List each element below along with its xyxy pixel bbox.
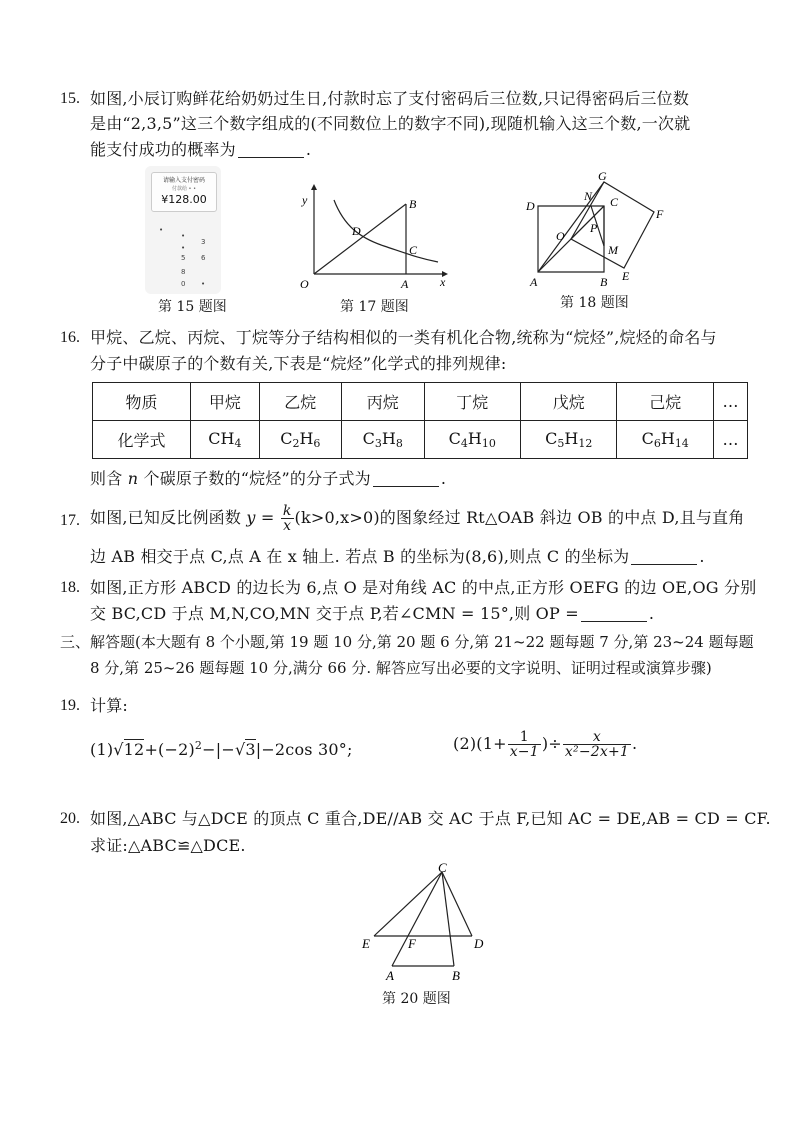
fig15-key: 6 <box>201 254 206 262</box>
q18-line2-text: 交 BC,CD 于点 M,N,CO,MN 交于点 P,若∠CMN = 15°,则 OP = <box>90 604 579 623</box>
formula-h: H <box>660 429 675 448</box>
q17-end: . <box>699 547 705 566</box>
fig17-label-b: B <box>409 197 417 211</box>
answer-blank[interactable] <box>238 141 304 158</box>
q18-end: . <box>648 604 655 623</box>
q16-var-n: n <box>127 469 139 488</box>
fig15-screen-sub: 付款给 • • <box>171 186 197 192</box>
fig18-label-a: A <box>530 275 538 289</box>
formula-h-count: 6 <box>313 437 321 450</box>
fig20-label-a: A <box>386 968 394 983</box>
q17-pre: 如图,已知反比例函数 <box>90 508 242 527</box>
fig20-label-e: E <box>362 936 370 951</box>
q15-line1: 如图,小辰订购鲜花给奶奶过生日,付款时忘了支付密码后三位数,只记得密码后三位数 <box>90 89 690 108</box>
q19-part2 <box>453 724 637 764</box>
q16-line3a: 则含 <box>90 469 123 488</box>
fig18-diagram <box>520 170 672 294</box>
q19-p1-rest3: |−2cos 30°; <box>255 740 353 759</box>
q19-p1-exp: 2 <box>194 739 203 752</box>
formula-c-count: 2 <box>292 437 300 450</box>
fig15-payment-screen <box>151 172 217 212</box>
formula-h-count: 14 <box>674 437 689 450</box>
fig15-key: 5 <box>181 254 186 262</box>
alkane-table <box>92 382 748 459</box>
q15-line3-text: 能支付成功的概率为 <box>90 140 236 159</box>
q19-sqrt12: 12 <box>123 740 145 759</box>
formula-h: H <box>381 429 396 448</box>
fig20-label-d: D <box>474 936 484 951</box>
q19-p2-end: . <box>632 734 638 753</box>
formula-cell <box>520 421 616 459</box>
table-cell: 物质 <box>93 383 191 421</box>
q19-sqrt3: 3 <box>245 740 256 759</box>
formula-c: C <box>448 429 461 448</box>
formula-h: H <box>220 429 235 448</box>
formula-c-count: 5 <box>557 437 565 450</box>
formula-cell <box>259 421 341 459</box>
q16-line1: 甲烷、乙烷、丙烷、丁烷等分子结构相似的一类有机化合物,统称为“烷烃”,烷烃的命名与 <box>90 328 717 347</box>
q20-line1: 如图,△ABC 与△DCE 的顶点 C 重合,DE//AB 交 AC 于点 F,已知 AC = DE,AB = CD = CF. <box>90 809 771 828</box>
fig17-y-arrow <box>311 184 317 190</box>
formula-h-count: 12 <box>578 437 593 450</box>
fig17-label-c: C <box>409 243 418 257</box>
q15-line2: 是由“2,3,5”这三个数字组成的(不同数位上的数字不同),现随机输入这三个数,一次就 <box>90 114 691 133</box>
formula-c: C <box>545 429 558 448</box>
fig18-caption: 第 18 题图 <box>560 295 629 311</box>
q17-func-y: y = <box>246 508 275 527</box>
formula-c: C <box>280 429 293 448</box>
fig17-caption: 第 17 题图 <box>340 299 409 315</box>
alkane-table-formula-row <box>93 421 748 459</box>
q17-frac-num: k <box>282 503 292 519</box>
q18-number: 18. <box>60 579 80 596</box>
answer-blank[interactable] <box>373 470 439 487</box>
fig18-label-e: E <box>622 269 630 283</box>
table-cell: 丁烷 <box>424 383 520 421</box>
sqrt-symbol: √ <box>234 740 246 759</box>
q19-frac1-num: 1 <box>508 730 541 745</box>
formula-h: H <box>467 429 482 448</box>
fig17-label-a: A <box>401 277 409 291</box>
q19-number: 19. <box>60 697 80 714</box>
q16-number: 16. <box>60 329 80 346</box>
q18-line1: 如图,正方形 ABCD 的边长为 6,点 O 是对角线 AC 的中点,正方形 OEFG 的边 OE,OG 分别 <box>90 578 757 597</box>
q16-line3b: 个碳原子数的“烷烃”的分子式为 <box>143 469 371 488</box>
q16-line2: 分子中碳原子的个数有关,下表是“烷烃”化学式的排列规律: <box>90 354 507 373</box>
q15-number: 15. <box>60 90 80 107</box>
formula-cell <box>617 421 713 459</box>
fig15-phone-image <box>145 166 221 294</box>
q19-frac2 <box>563 730 631 759</box>
fig15-caption: 第 15 题图 <box>158 299 227 315</box>
q15-line3 <box>90 139 311 161</box>
fig15-key: • <box>201 280 206 288</box>
fig18-label-d: D <box>526 199 535 213</box>
fig15-screen-title: 请输入支付密码 <box>162 177 205 184</box>
fig17-label-x: x <box>440 275 446 289</box>
fig20 <box>358 862 498 990</box>
q17-frac-den: x <box>283 518 292 534</box>
formula-cell <box>424 421 520 459</box>
q17-fraction <box>281 504 294 533</box>
fig18-label-m: M <box>608 243 618 257</box>
table-cell: 戊烷 <box>520 383 616 421</box>
section3-line1: 三、解答题(本大题有 8 个小题,第 19 题 10 分,第 20 题 6 分,第 21~22 题每题 7 分,第 23~24 题每题 <box>60 633 754 651</box>
q16-line3 <box>90 468 446 490</box>
formula-h-count: 4 <box>234 437 242 450</box>
fig20-label-b: B <box>452 968 460 983</box>
answer-blank[interactable] <box>631 548 697 565</box>
section3-line2: 8 分,第 25~26 题每题 10 分,满分 66 分. 解答应写出必要的文字说明、证明过程或演算步骤) <box>90 659 712 677</box>
fig18 <box>520 170 672 294</box>
fig17-hyperbola <box>334 200 438 262</box>
fig18-label-o: O <box>556 229 565 243</box>
q15-end: . <box>305 140 312 159</box>
fig18-label-g: G <box>598 170 607 183</box>
q19-p2-label: (2)(1+ <box>453 734 507 753</box>
table-cell: 甲烷 <box>191 383 259 421</box>
fig15-key: 0 <box>181 280 186 288</box>
fig17-label-o: O <box>300 277 309 291</box>
q19-p2-mid: )÷ <box>541 734 562 753</box>
q19-p1-rest2: −|− <box>202 740 235 759</box>
q19-frac1-den: x−1 <box>509 744 539 760</box>
q19-frac1 <box>508 730 541 759</box>
q19-p1-label: (1) <box>90 740 114 759</box>
fig20-label-c: C <box>438 862 447 875</box>
q17-line2-text: 边 AB 相交于点 C,点 A 在 x 轴上. 若点 B 的坐标为(8,6),则点 C 的坐标为 <box>90 547 630 566</box>
fig20-line-ec <box>374 872 442 936</box>
fig15-amount: ¥128.00 <box>161 193 207 206</box>
fig18-label-b: B <box>600 275 608 289</box>
q16-end: . <box>440 469 447 488</box>
fig15-key: • <box>181 232 186 240</box>
fig18-label-p: P <box>590 221 598 235</box>
fig15-key: • <box>181 244 186 252</box>
fig18-label-f: F <box>656 207 664 221</box>
formula-c: C <box>208 429 221 448</box>
q17-line2 <box>90 546 705 568</box>
fig18-label-n: N <box>584 189 593 203</box>
q20-line2: 求证:△ABC≌△DCE. <box>90 836 246 855</box>
fig20-diagram <box>358 862 498 990</box>
q18-line2 <box>90 603 654 625</box>
formula-c-count: 3 <box>374 437 382 450</box>
formula-cell <box>191 421 259 459</box>
fig20-label-f: F <box>408 936 416 951</box>
alkane-table-header-row <box>93 383 748 421</box>
formula-c: C <box>641 429 654 448</box>
formula-cell <box>342 421 424 459</box>
table-cell: … <box>713 383 747 421</box>
fig15-key: • <box>159 226 164 234</box>
q17-number: 17. <box>60 512 80 529</box>
table-cell: 己烷 <box>617 383 713 421</box>
fig15-key: 8 <box>181 268 186 276</box>
answer-blank[interactable] <box>581 605 647 622</box>
q19-frac2-den: x²−2x+1 <box>564 744 629 760</box>
fig17-label-y: y <box>302 193 308 207</box>
fig18-label-c: C <box>610 195 619 209</box>
table-cell: 乙烷 <box>259 383 341 421</box>
formula-c-count: 4 <box>460 437 468 450</box>
formula-h-count: 10 <box>481 437 496 450</box>
q17-line1 <box>90 500 744 536</box>
fig17-diagram <box>288 182 448 294</box>
formula-h: H <box>564 429 579 448</box>
q19-frac2-num: x <box>563 730 631 745</box>
table-cell: … <box>713 421 747 459</box>
fig20-caption: 第 20 题图 <box>382 991 451 1007</box>
q17-cond: (k>0,x>0)的图象经过 Rt△OAB 斜边 OB 的中点 D,且与直角 <box>294 508 745 527</box>
sqrt-symbol: √ <box>113 740 124 759</box>
fig20-line-ca <box>392 872 442 966</box>
formula-h: H <box>299 429 314 448</box>
formula-h-count: 8 <box>395 437 403 450</box>
fig15-key: 3 <box>201 238 206 246</box>
fig17-line-ob <box>314 204 406 274</box>
q19-title: 计算: <box>90 696 128 715</box>
fig17 <box>288 182 448 294</box>
q19-p1-rest1: +(−2) <box>144 740 195 759</box>
formula-c: C <box>362 429 375 448</box>
q19-part1 <box>90 735 353 761</box>
table-cell: 丙烷 <box>342 383 424 421</box>
table-cell: 化学式 <box>93 421 191 459</box>
fig17-label-d: D <box>352 224 361 238</box>
q20-number: 20. <box>60 810 80 827</box>
formula-c-count: 6 <box>653 437 661 450</box>
